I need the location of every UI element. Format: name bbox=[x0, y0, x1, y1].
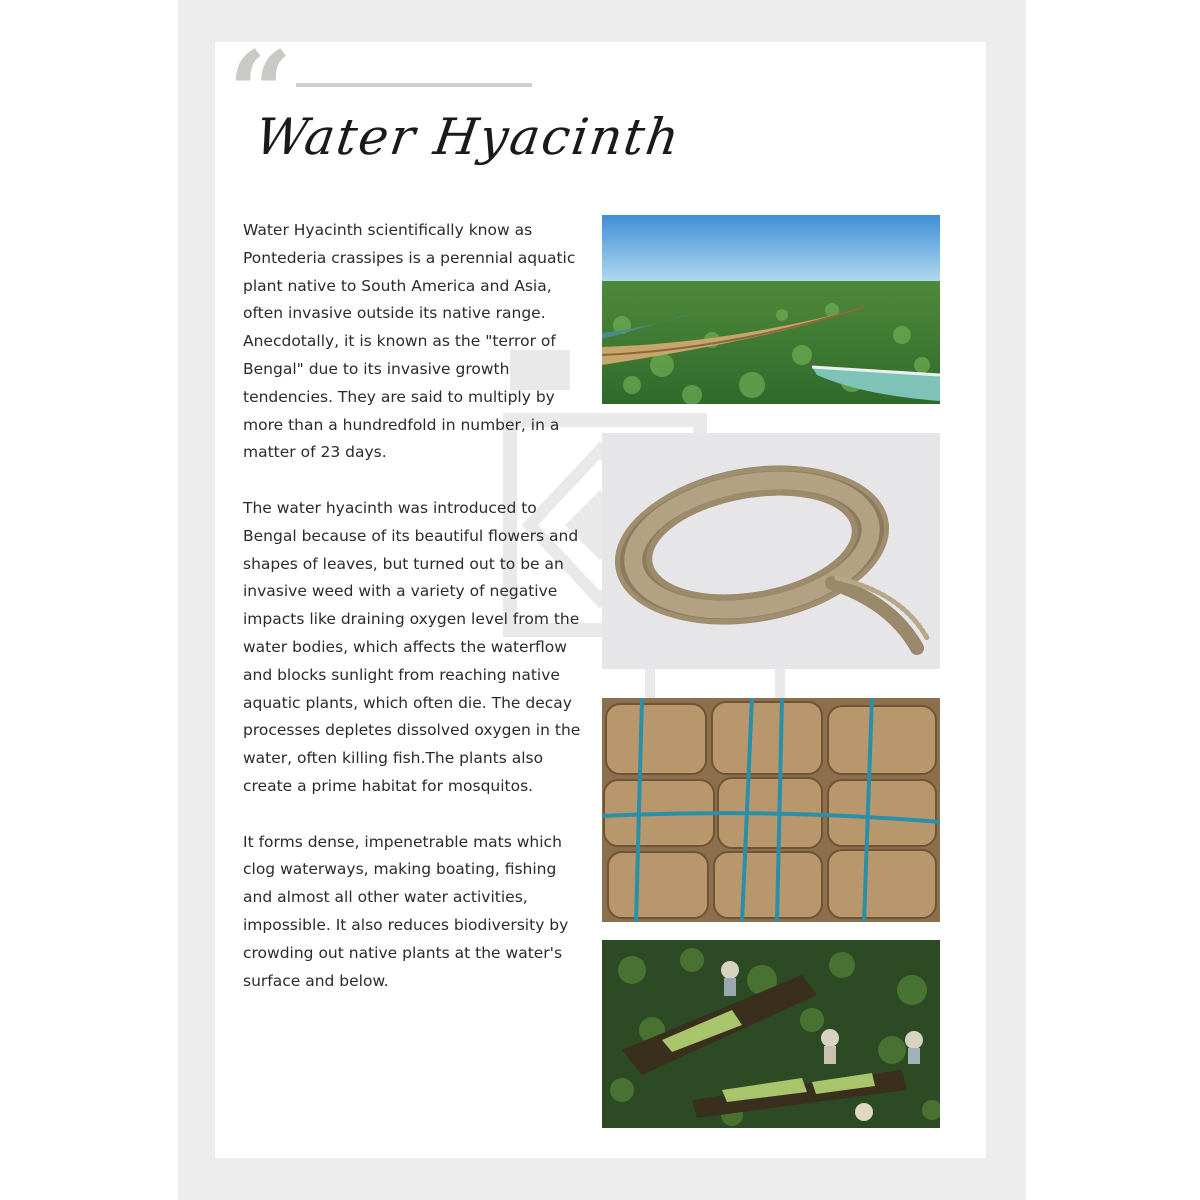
paragraph-impacts: The water hyacinth was introduced to Bengal because of its beautiful flowers and shapes of leaves, but turned out to be an invasive weed with a variety of negative impacts like draining oxygen level from the water bodies, which affects the waterflow and blocks sunlight from reaching native aquatic plants, which often die. The decay processes depletes dissolved oxygen in the water, often killing fish.The plants also create a prime habitat for mosquitos. bbox=[243, 498, 581, 795]
photo-hyacinth-field-boats bbox=[602, 215, 940, 404]
quote-open-icon: “ bbox=[228, 28, 293, 159]
paragraph-intro: Water Hyacinth scientifically know as Pontederia crassipes is a perennial aquatic plant native to South America and Asia, often invasive outside its native range. Anecdotally, it is known as the "terror of Bengal" due to its invasive growth tendencies. They are said to multiply by more than a hundredfold in number, in a matter of 23 days. bbox=[243, 221, 576, 462]
photo-dried-fiber-bundles bbox=[602, 698, 940, 922]
photo-coiled-fiber-rope bbox=[602, 433, 940, 669]
title-divider bbox=[296, 83, 532, 87]
article-body bbox=[243, 217, 588, 1023]
photo-harvesting-hyacinth bbox=[602, 940, 940, 1128]
page-title: Water Hyacinth bbox=[251, 108, 685, 166]
paragraph-mats: It forms dense, impenetrable mats which clog waterways, making boating, fishing and almost all other water activities, impossible. It also reduces biodiversity by crowding out native plants at the water's surface and below. bbox=[243, 832, 569, 990]
